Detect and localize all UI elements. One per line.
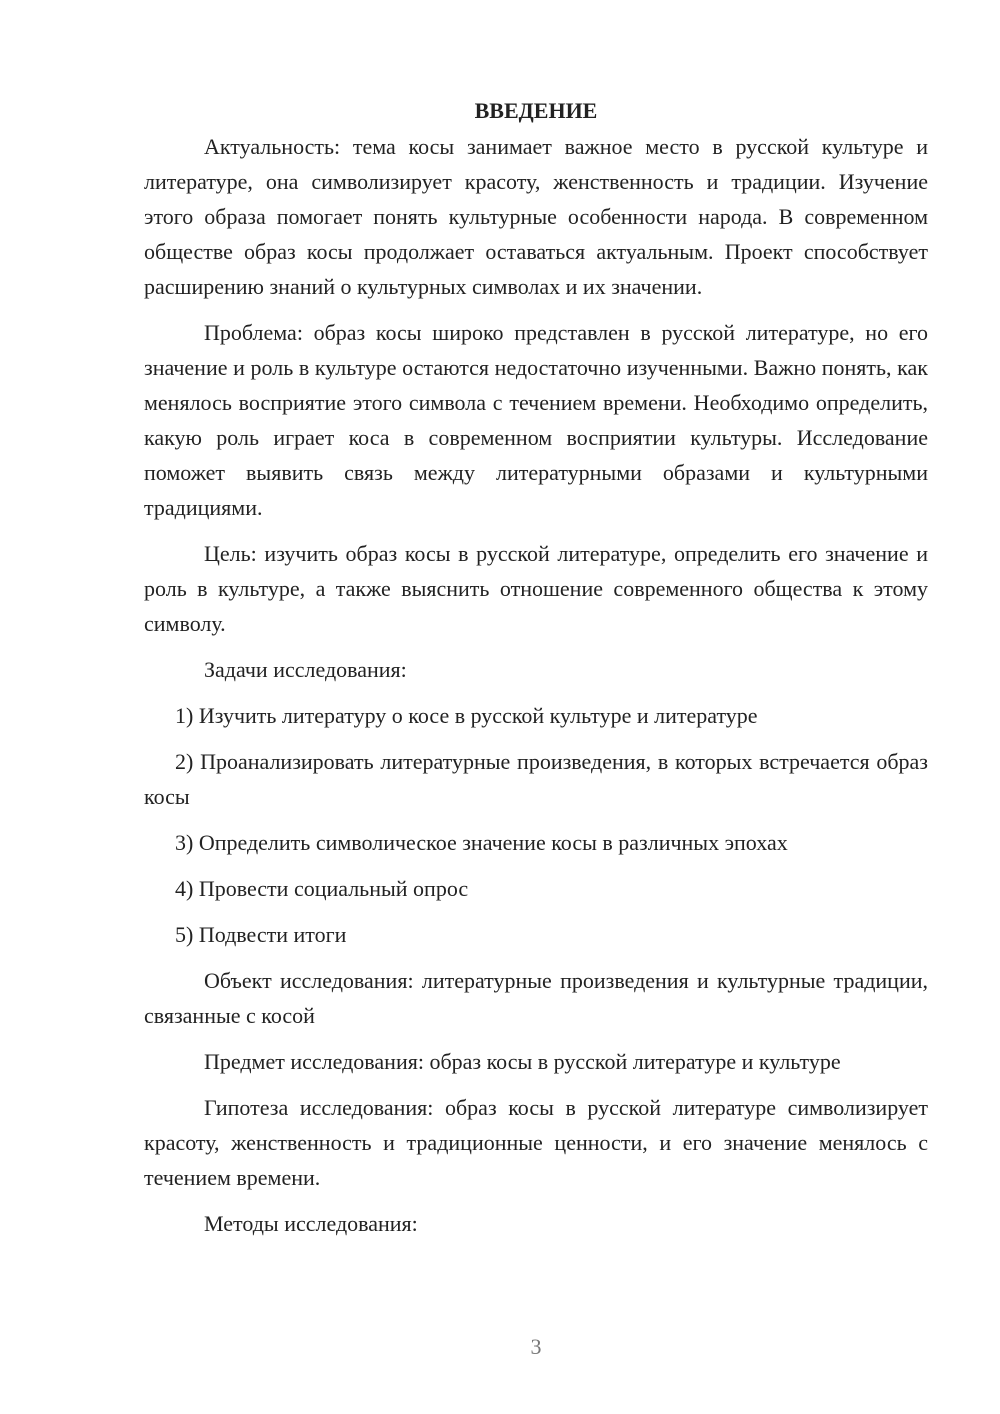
task-item: 4) Провести социальный опрос xyxy=(175,876,469,901)
paragraph-tasks-heading: Задачи исследования: xyxy=(204,657,407,682)
document-page xyxy=(144,94,928,1252)
task-item: 5) Подвести итоги xyxy=(175,922,347,947)
paragraph-goal: Цель: изучить образ косы в русской литературе, определить его значение и роль в культуре, а также выяснить отношение современного общества к этому символу. xyxy=(144,541,928,636)
page-number: 3 xyxy=(530,1334,542,1359)
task-item: 2) Проанализировать литературные произведения, в которых встречается образ косы xyxy=(144,749,928,809)
paragraph-problem: Проблема: образ косы широко представлен в русской литературе, но его значение и роль в культуре остаются недостаточно изученными. Важно понять, как менялось восприятие этого символа с течением времени. Необходимо определить, какую роль играет коса в современном восприятии культуры. Исследование поможет выявить связь между литературными образами и культурными традициями. xyxy=(144,320,928,520)
paragraph-methods: Методы исследования: xyxy=(204,1211,418,1236)
section-title: ВВЕДЕНИЕ xyxy=(474,98,598,123)
task-item: 3) Определить символическое значение косы в различных эпохах xyxy=(175,830,788,855)
paragraph-object: Объект исследования: литературные произведения и культурные традиции, связанные с косой xyxy=(144,968,928,1028)
paragraph-hypothesis: Гипотеза исследования: образ косы в русской литературе символизирует красоту, женственность и традиционные ценности, и его значение менялось с течением времени. xyxy=(144,1095,928,1190)
paragraph-relevance: Актуальность: тема косы занимает важное место в русской культуре и литературе, она символизирует красоту, женственность и традиции. Изучение этого образа помогает понять культурные особенности народа. В современном обществе образ косы продолжает оставаться актуальным. Проект способствует расширению знаний о культурных символах и их значении. xyxy=(144,134,928,299)
paragraph-subject: Предмет исследования: образ косы в русской литературе и культуре xyxy=(204,1049,841,1074)
task-item: 1) Изучить литературу о косе в русской культуре и литературе xyxy=(175,703,758,728)
